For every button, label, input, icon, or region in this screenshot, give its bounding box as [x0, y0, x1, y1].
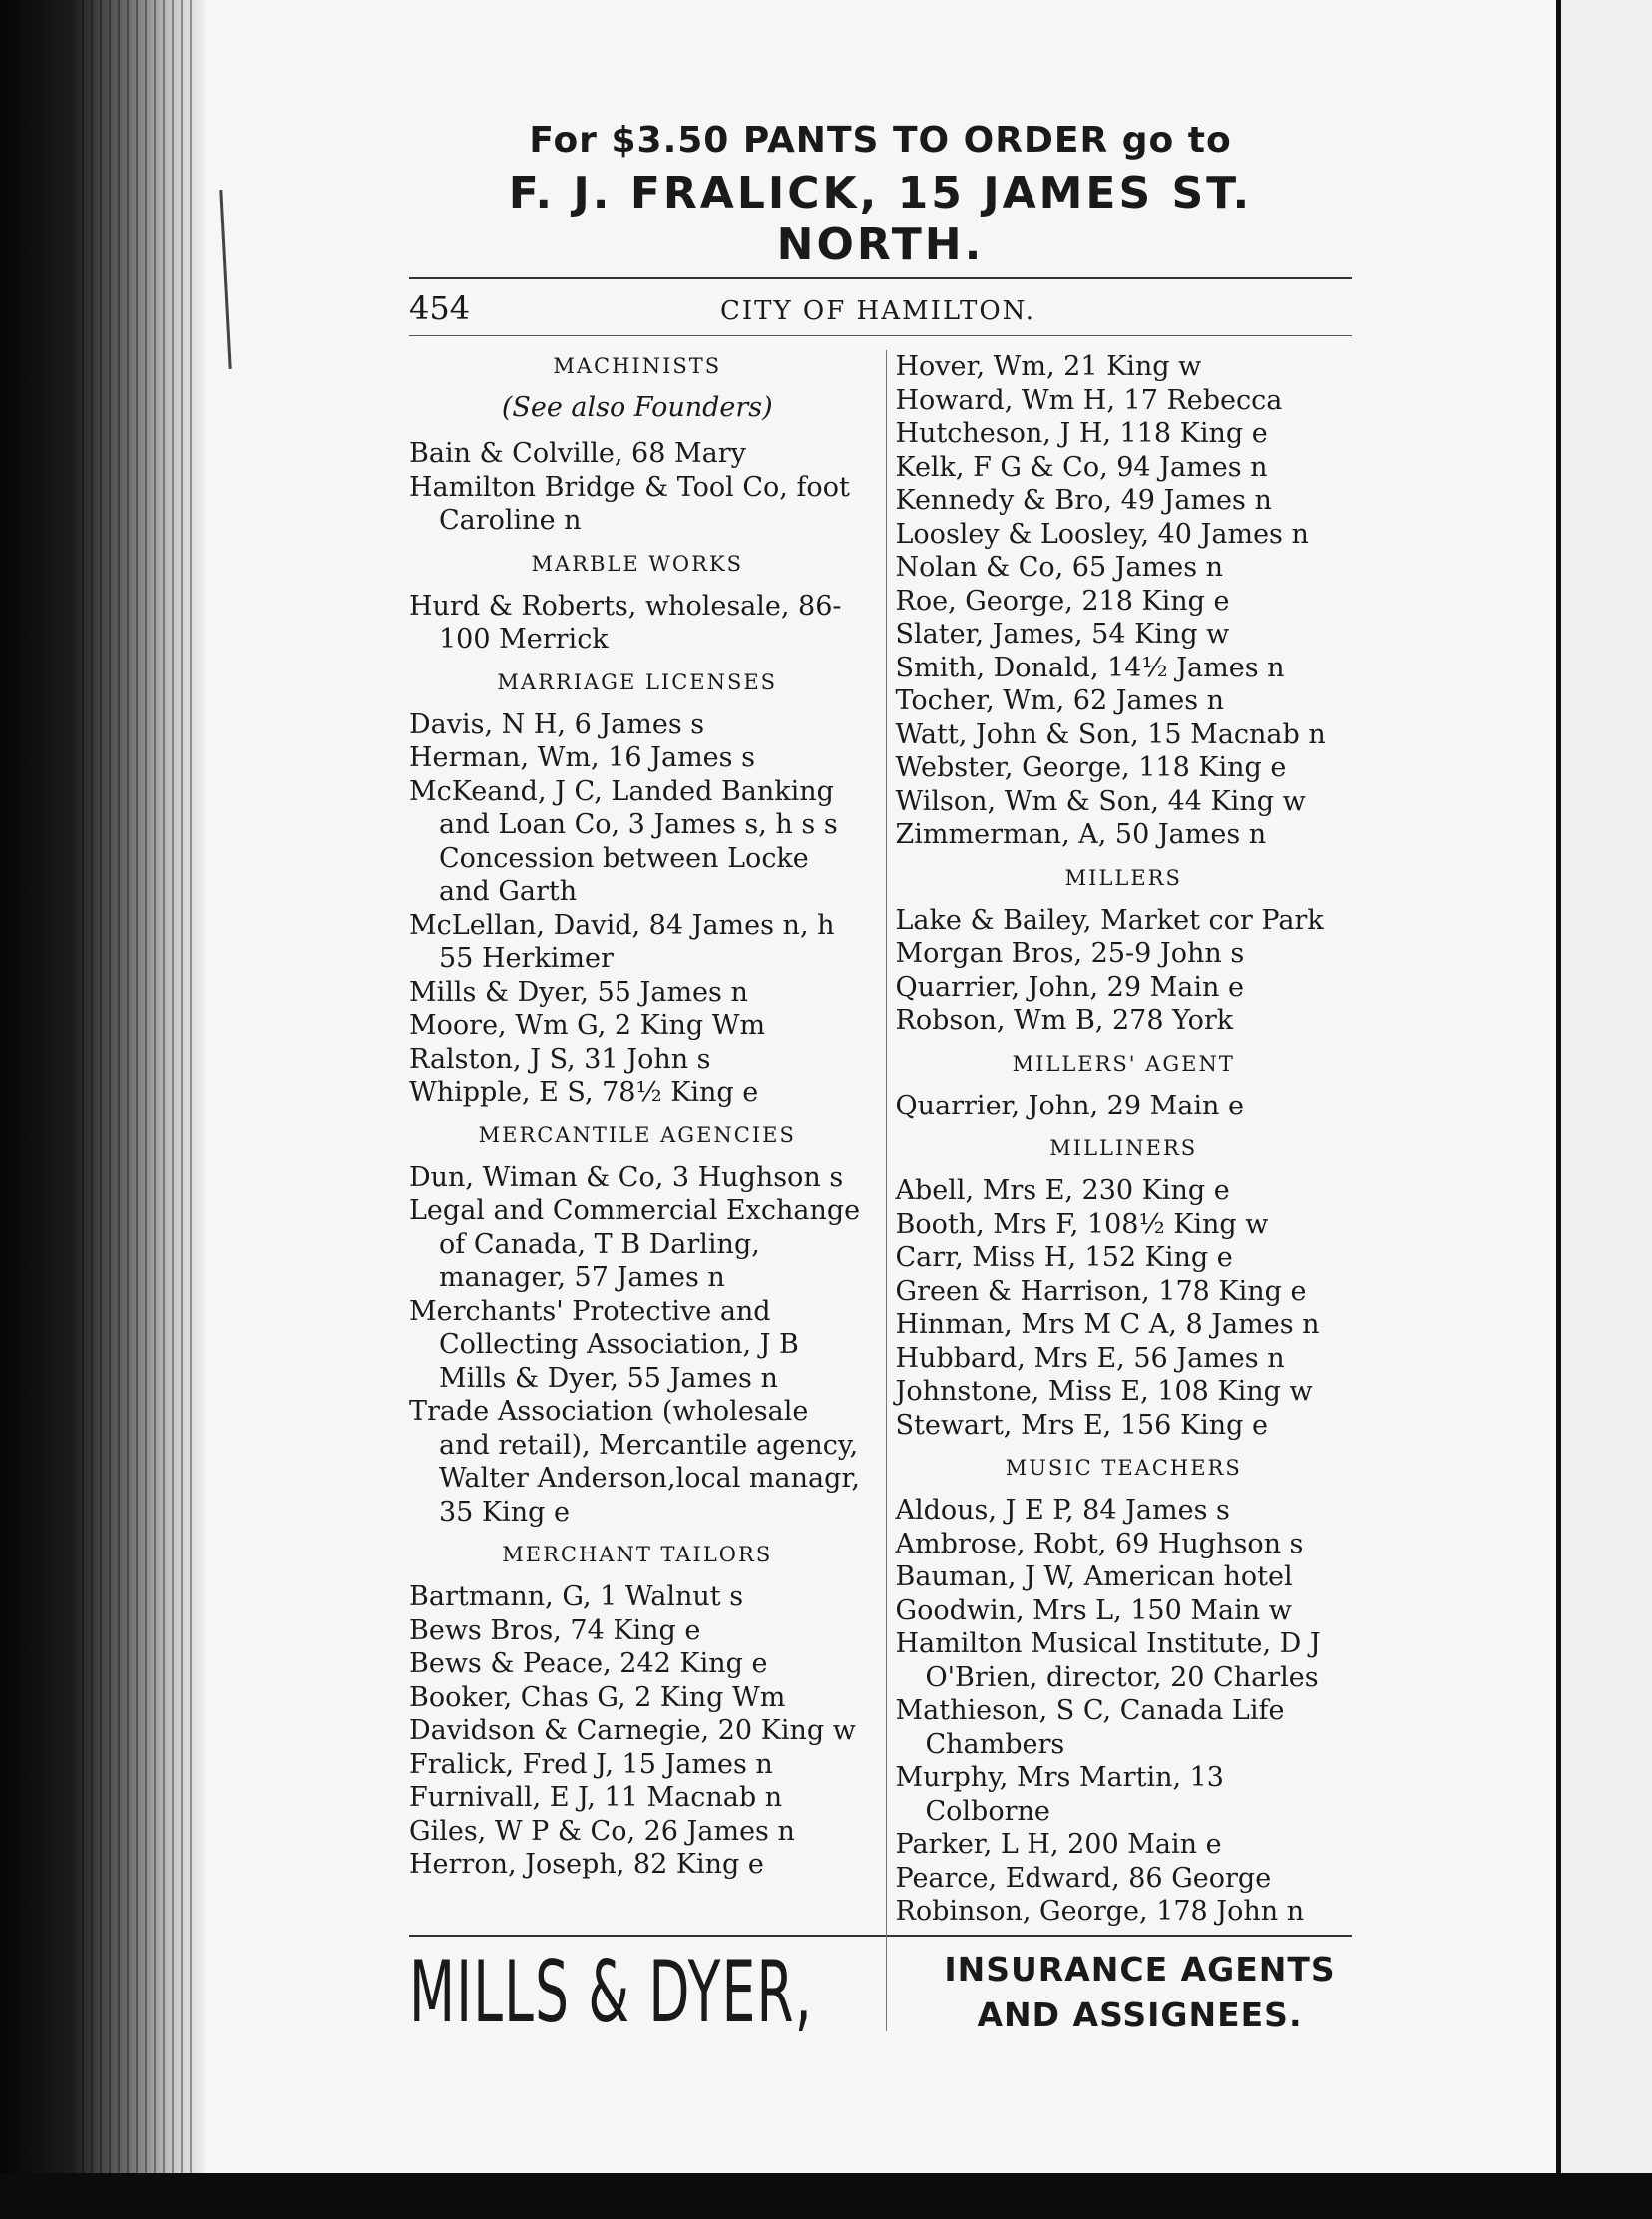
header-rule: [409, 335, 1352, 336]
directory-entry: Bews Bros, 74 King e: [409, 1614, 701, 1646]
column-divider: [886, 350, 887, 2031]
directory-entry: Merchants' Protective and Collecting Association, J B Mills & Dyer, 55 James n: [409, 1295, 799, 1394]
directory-entry: Zimmerman, A, 50 James n: [895, 819, 1267, 850]
page-number: 454: [409, 289, 471, 327]
scan-border: [0, 2173, 1652, 2219]
directory-entry: Green & Harrison, 178 King e: [895, 1275, 1307, 1307]
directory-entry: Kennedy & Bro, 49 James n: [895, 485, 1272, 516]
directory-entry: Fralick, Fred J, 15 James n: [409, 1748, 773, 1780]
directory-entry: Wilson, Wm & Son, 44 King w: [895, 785, 1306, 817]
bottom-advert-line-2: AND ASSIGNEES.: [977, 1995, 1303, 2034]
top-advert-line-1: For $3.50 PANTS TO ORDER go to: [529, 120, 1232, 161]
directory-entry: Morgan Bros, 25-9 John s: [895, 938, 1245, 969]
directory-entry: Hubbard, Mrs E, 56 James n: [895, 1342, 1285, 1374]
directory-entry: Hover, Wm, 21 King w: [895, 351, 1202, 382]
section-heading: MILLERS' AGENT: [1012, 1051, 1235, 1076]
section-heading: MACHINISTS: [553, 354, 722, 378]
directory-entry: Pearce, Edward, 86 George: [895, 1862, 1272, 1894]
directory-entry: Furnivall, E J, 11 Macnab n: [409, 1782, 783, 1813]
directory-entry: Carr, Miss H, 152 King e: [895, 1242, 1233, 1273]
directory-entry: Hamilton Musical Institute, D J O'Brien, director, 20 Charles: [895, 1628, 1321, 1693]
directory-entry: Herron, Joseph, 82 King e: [409, 1849, 764, 1880]
directory-entry: Davis, N H, 6 James s: [409, 708, 705, 740]
directory-entry: McKeand, J C, Landed Banking and Loan Co, 3 James s, h s s Concession between Locke and Garth: [409, 775, 838, 907]
directory-entry: Lake & Bailey, Market cor Park: [895, 904, 1324, 936]
section-heading: MARRIAGE LICENSES: [497, 669, 778, 694]
directory-entry: Parker, L H, 200 Main e: [895, 1829, 1222, 1860]
section-heading: MILLINERS: [1049, 1136, 1198, 1160]
footer-rule: [409, 1935, 1352, 1937]
page-header: [409, 289, 1352, 333]
directory-entry: Stewart, Mrs E, 156 King e: [895, 1409, 1268, 1441]
directory-entry: Bews & Peace, 242 King e: [409, 1648, 768, 1679]
directory-entry: Robson, Wm B, 278 York: [895, 1005, 1234, 1036]
directory-columns: [409, 350, 1352, 1929]
directory-entry: Booth, Mrs F, 108½ King w: [895, 1208, 1269, 1240]
directory-entry: Robinson, George, 178 John n: [895, 1896, 1305, 1927]
section-heading: MERCHANT TAILORS: [502, 1543, 773, 1566]
directory-entry: Murphy, Mrs Martin, 13 Colborne: [895, 1762, 1224, 1827]
page-content: [409, 120, 1352, 2040]
directory-entry: Hutcheson, J H, 118 King e: [895, 418, 1268, 449]
bottom-advert: [409, 1942, 1352, 2042]
bottom-advert-line-1: INSURANCE AGENTS: [944, 1949, 1336, 1989]
directory-entry: Trade Association (wholesale and retail), Mercantile agency, Walter Anderson,local managr, 35 King e: [409, 1396, 860, 1528]
directory-entry: Bartmann, G, 1 Walnut s: [409, 1581, 744, 1612]
directory-entry: Quarrier, John, 29 Main e: [895, 971, 1244, 1003]
section-note: (See also Founders): [501, 392, 773, 423]
facing-page-edge: [1556, 0, 1652, 2219]
directory-entry: Booker, Chas G, 2 King Wm: [409, 1681, 786, 1713]
section-heading: MUSIC TEACHERS: [1005, 1456, 1242, 1480]
directory-entry: Moore, Wm G, 2 King Wm: [409, 1010, 766, 1041]
directory-entry: Aldous, J E P, 84 James s: [895, 1495, 1230, 1526]
directory-entry: Whipple, E S, 78½ King e: [409, 1077, 759, 1108]
right-column: [880, 350, 1353, 1929]
top-rule: [409, 277, 1352, 279]
directory-entry: Bauman, J W, American hotel: [895, 1561, 1293, 1592]
directory-entry: Davidson & Carnegie, 20 King w: [409, 1715, 856, 1746]
directory-entry: Howard, Wm H, 17 Rebecca: [895, 384, 1283, 416]
directory-entry: Ralston, J S, 31 John s: [409, 1043, 711, 1075]
directory-entry: Dun, Wiman & Co, 3 Hughson s: [409, 1161, 844, 1193]
directory-entry: Mathieson, S C, Canada Life Chambers: [895, 1695, 1285, 1760]
directory-entry: Hamilton Bridge & Tool Co, foot Caroline n: [409, 471, 850, 536]
directory-entry: Hurd & Roberts, wholesale, 86-100 Merrick: [409, 590, 842, 655]
section-heading: MILLERS: [1064, 865, 1182, 890]
directory-entry: Giles, W P & Co, 26 James n: [409, 1815, 795, 1847]
page-edges: [82, 0, 192, 2219]
directory-entry: Watt, John & Son, 15 Macnab n: [895, 718, 1326, 750]
directory-entry: Johnstone, Miss E, 108 King w: [895, 1376, 1313, 1407]
directory-entry: Goodwin, Mrs L, 150 Main w: [895, 1594, 1292, 1626]
directory-entry: Ambrose, Robt, 69 Hughson s: [895, 1528, 1304, 1559]
directory-entry: Bain & Colville, 68 Mary: [409, 438, 746, 469]
directory-entry: Hinman, Mrs M C A, 8 James n: [895, 1309, 1320, 1340]
directory-entry: Abell, Mrs E, 230 King e: [895, 1175, 1230, 1206]
directory-entry: McLellan, David, 84 James n, h 55 Herkimer: [409, 909, 835, 974]
left-column: [409, 350, 880, 1929]
directory-entry: Herman, Wm, 16 James s: [409, 742, 755, 773]
directory-entry: Slater, James, 54 King w: [895, 619, 1230, 650]
running-head: CITY OF HAMILTON.: [719, 296, 1036, 326]
directory-entry: Webster, George, 118 King e: [895, 752, 1287, 783]
bottom-advert-name: MILLS & DYER,: [409, 1942, 813, 2042]
directory-entry: Kelk, F G & Co, 94 James n: [895, 451, 1268, 483]
top-advert-line-2: F. J. FRALICK, 15 JAMES ST. NORTH.: [508, 168, 1253, 270]
directory-entry: Quarrier, John, 29 Main e: [895, 1090, 1244, 1121]
section-heading: MERCANTILE AGENCIES: [478, 1122, 796, 1147]
section-heading: MARBLE WORKS: [531, 551, 744, 576]
directory-entry: Roe, George, 218 King e: [895, 585, 1230, 617]
directory-entry: Smith, Donald, 14½ James n: [895, 652, 1285, 683]
directory-entry: Tocher, Wm, 62 James n: [895, 685, 1225, 716]
directory-entry: Legal and Commercial Exchange of Canada, T B Darling, manager, 57 James n: [409, 1195, 861, 1293]
directory-entry: Loosley & Loosley, 40 James n: [895, 518, 1309, 550]
bottom-advert-text: [928, 1947, 1352, 2038]
directory-entry: Mills & Dyer, 55 James n: [409, 976, 748, 1008]
directory-entry: Nolan & Co, 65 James n: [895, 552, 1224, 583]
